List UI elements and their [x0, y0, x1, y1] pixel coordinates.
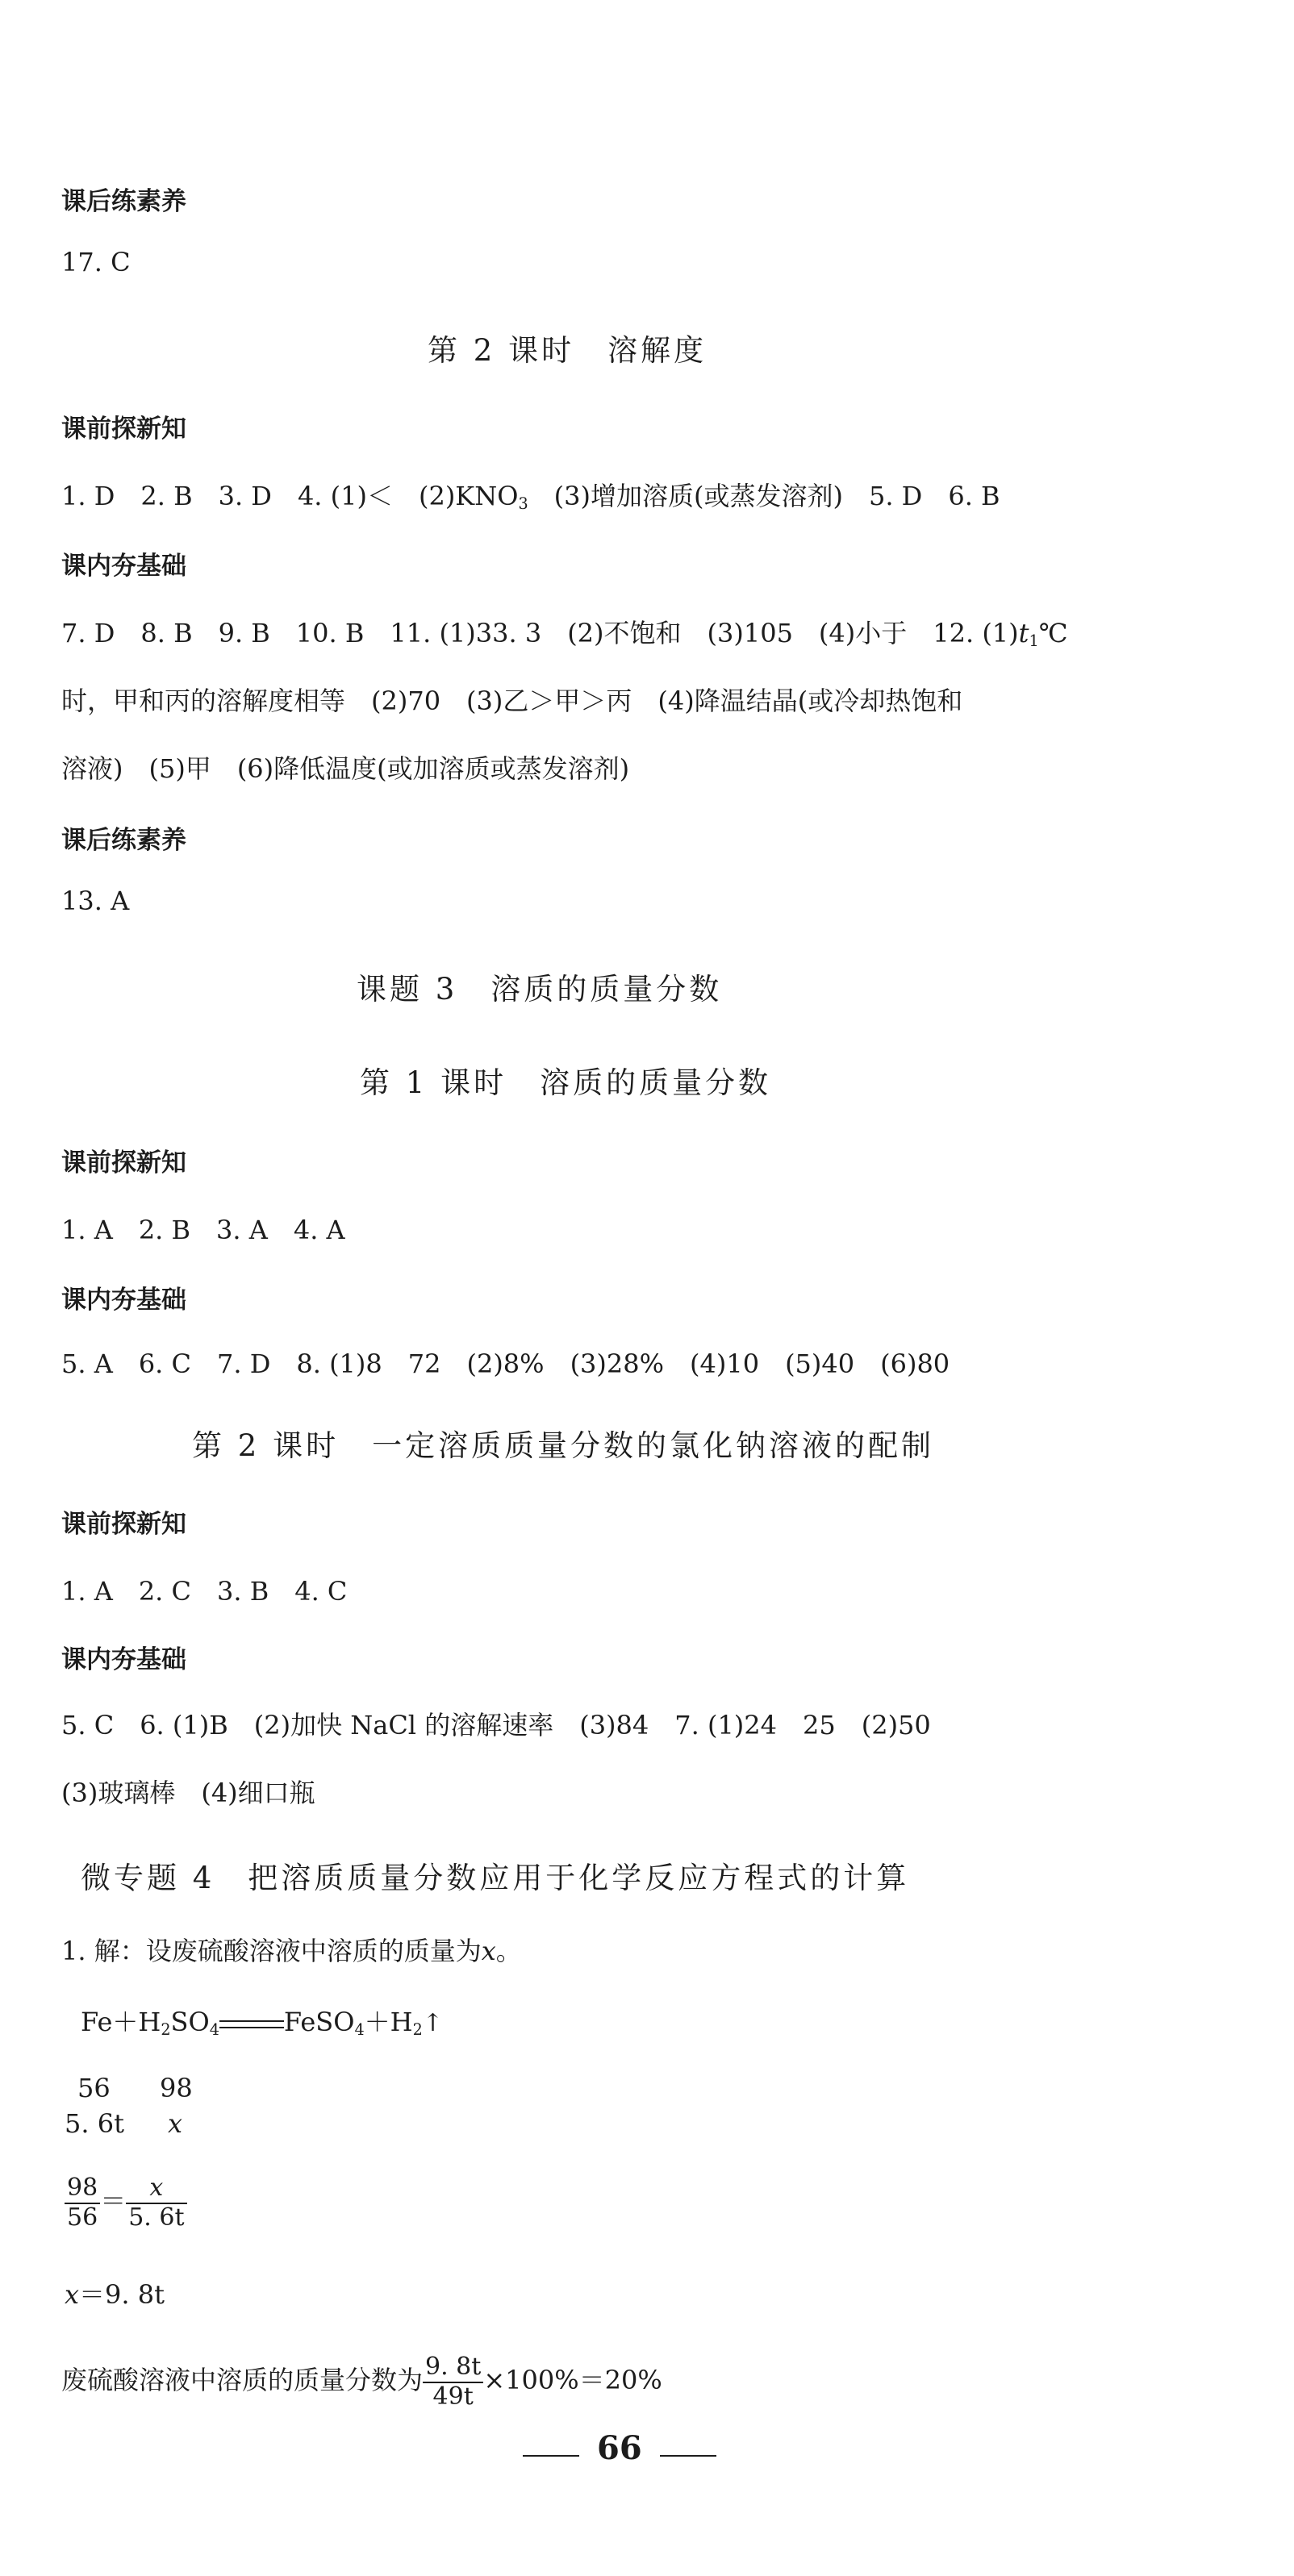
- answers-line: 17. C: [61, 247, 131, 277]
- subscript: 4: [209, 2020, 219, 2039]
- page-footer: [505, 2429, 734, 2467]
- fraction: [65, 2174, 100, 2232]
- answers-line: 1. A 2. B 3. A 4. A: [61, 1215, 345, 1245]
- numerator: 9. 8t: [423, 2353, 483, 2383]
- molar-mass: 56: [77, 2073, 111, 2103]
- answers-line: [61, 476, 1000, 513]
- given-mass: 5. 6t: [65, 2108, 124, 2139]
- lesson-title: 第 1 课时 溶质的质量分数: [360, 1065, 772, 1100]
- fraction: [126, 2174, 186, 2232]
- section-heading-after-class: 课后练素养: [61, 826, 186, 855]
- footer-dash: [660, 2455, 716, 2457]
- variable: t: [1018, 618, 1029, 648]
- section-heading-preview: 课前探新知: [61, 1510, 186, 1539]
- reaction-equals-sign: [219, 2018, 284, 2031]
- section-heading-preview: 课前探新知: [61, 415, 186, 444]
- answers-line: 5. A 6. C 7. D 8. (1)8 72 (2)8% (3)28% (4)10 (5)40 (6)80: [61, 1348, 950, 1379]
- answers-line: 5. C 6. (1)B (2)加快 NaCl 的溶解速率 (3)84 7. (1)24 25 (2)50: [61, 1710, 931, 1740]
- footer-dash: [523, 2455, 579, 2457]
- numerator: x: [126, 2174, 186, 2204]
- answers-text: ℃: [1038, 618, 1068, 648]
- answers-line: 时，甲和丙的溶解度相等 (2)70 (3)乙＞甲＞丙 (4)降温结晶(或冷却热饱和: [61, 686, 963, 716]
- subscript: 1: [1029, 631, 1039, 650]
- proportion: [65, 2174, 187, 2232]
- solution-intro: [61, 1931, 522, 1968]
- answers-line: 溶液) (5)甲 (6)降低温度(或加溶质或蒸发溶剂): [61, 753, 630, 784]
- answers-line: (3)玻璃棒 (4)细口瓶: [61, 1778, 315, 1808]
- section-heading-after-class: 课后练素养: [61, 187, 186, 216]
- equation-text: Fe＋H: [81, 2007, 161, 2037]
- subscript: 3: [518, 494, 528, 513]
- answers-line: 13. A: [61, 886, 130, 916]
- topic-title: 课题 3 溶质的质量分数: [357, 972, 723, 1007]
- answers-text: 1. D 2. B 3. D 4. (1)＜ (2)KNO: [61, 481, 519, 511]
- result-value: ＝9. 8t: [79, 2279, 165, 2310]
- solution-text: ×100%＝20%: [483, 2365, 662, 2395]
- equation-text: ＋H: [364, 2007, 413, 2037]
- variable: x: [65, 2279, 80, 2310]
- denominator: 5. 6t: [128, 2203, 185, 2232]
- variable: x: [481, 1936, 496, 1966]
- numerator: 98: [65, 2174, 100, 2204]
- answers-text: (3)增加溶质(或蒸发溶剂) 5. D 6. B: [528, 481, 1000, 511]
- subscript: 2: [412, 2020, 423, 2039]
- page-number: 66: [597, 2429, 642, 2467]
- denominator: 56: [67, 2203, 98, 2232]
- section-heading-in-class: 课内夯基础: [61, 1286, 186, 1315]
- special-topic-title: 微专题 4 把溶质质量分数应用于化学反应方程式的计算: [81, 1861, 910, 1895]
- lesson-title: 第 2 课时 溶解度: [428, 333, 708, 368]
- solution-text: 1. 解：设废硫酸溶液中溶质的质量为: [61, 1936, 482, 1966]
- subscript: 2: [161, 2020, 171, 2039]
- equation-text: SO: [170, 2007, 210, 2037]
- lesson-title: 第 2 课时 一定溶质质量分数的氯化钠溶液的配制: [192, 1428, 935, 1463]
- molar-mass: 98: [160, 2073, 193, 2103]
- unknown-mass: x: [168, 2108, 183, 2139]
- mass-fraction-line: [61, 2353, 662, 2411]
- answers-text: 7. D 8. B 9. B 10. B 11. (1)33. 3 (2)不饱和 (3)105 (4)小于 12. (1): [61, 618, 1019, 648]
- solution-text: 废硫酸溶液中溶质的质量分数为: [61, 2365, 424, 2395]
- equation-text: FeSO: [283, 2007, 355, 2037]
- chemical-equation: [81, 2002, 443, 2039]
- denominator: 49t: [432, 2382, 474, 2411]
- equals: ＝: [100, 2186, 127, 2216]
- gas-arrow-icon: ↑: [422, 2009, 443, 2037]
- section-heading-preview: 课前探新知: [61, 1148, 186, 1178]
- solution-text: 。: [495, 1936, 522, 1966]
- answers-line: 1. A 2. C 3. B 4. C: [61, 1576, 348, 1607]
- section-heading-in-class: 课内夯基础: [61, 552, 186, 581]
- subscript: 4: [354, 2020, 365, 2039]
- answers-line: [61, 613, 1068, 650]
- result-line: [65, 2274, 165, 2311]
- fraction: [423, 2353, 483, 2411]
- section-heading-in-class: 课内夯基础: [61, 1645, 186, 1674]
